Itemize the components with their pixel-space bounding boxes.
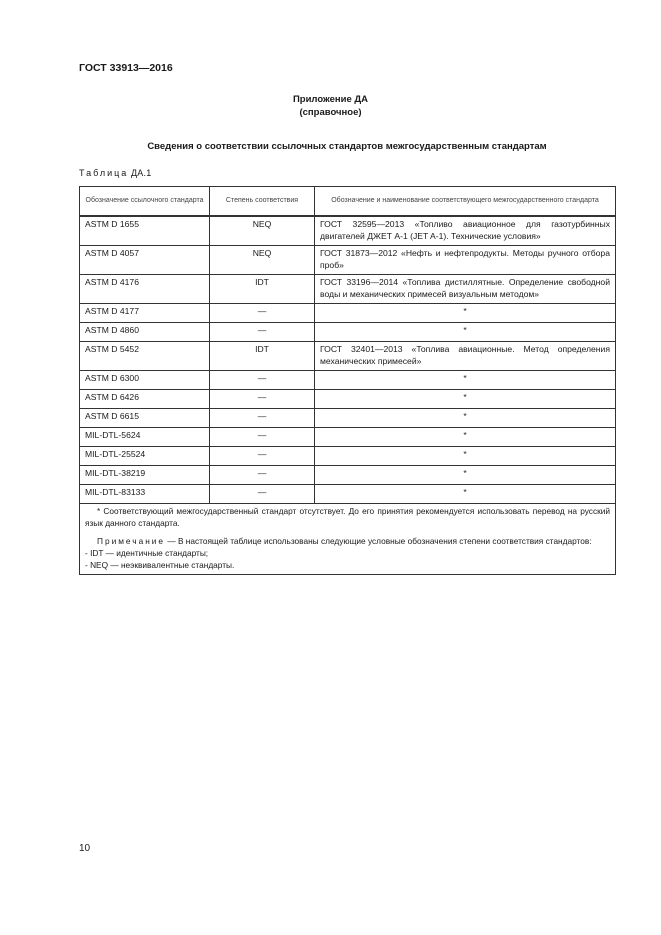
name-cell: ГОСТ 32595—2013 «Топливо авиационное для газотурбинных двигателей ДЖЕТ А-1 (JET A-1). Технические условия» xyxy=(315,216,616,246)
degree-cell: — xyxy=(210,409,315,428)
name-cell: ГОСТ 33196—2014 «Топлива дистиллятные. Определение свободной воды и механических примесей визуальным методом» xyxy=(315,275,616,304)
table-footer-cell xyxy=(80,504,616,575)
note xyxy=(85,535,610,547)
name-cell: * xyxy=(315,304,616,323)
name-cell: * xyxy=(315,323,616,342)
page-number: 10 xyxy=(79,843,91,854)
note-text: — В настоящей таблице использованы следующие условные обозначения степени соответствия стандартов: xyxy=(165,536,592,546)
table-caption-word: Таблица xyxy=(79,168,129,178)
table-caption-number: ДА.1 xyxy=(131,168,152,178)
standard-cell: ASTM D 6615 xyxy=(80,409,210,428)
table-row xyxy=(80,390,616,409)
standard-cell: MIL-DTL-83133 xyxy=(80,485,210,504)
degree-cell: — xyxy=(210,447,315,466)
degree-cell: — xyxy=(210,323,315,342)
name-cell: * xyxy=(315,409,616,428)
document-code: ГОСТ 33913—2016 xyxy=(79,62,173,74)
table-row xyxy=(80,447,616,466)
name-cell: * xyxy=(315,485,616,504)
column-header-standard: Обозначение ссылочного стандарта xyxy=(80,187,210,217)
standard-cell: ASTM D 4057 xyxy=(80,246,210,275)
table-row xyxy=(80,371,616,390)
name-cell: * xyxy=(315,390,616,409)
standard-cell: ASTM D 6426 xyxy=(80,390,210,409)
standards-table xyxy=(79,186,616,575)
table-header-row xyxy=(80,187,616,217)
column-header-name: Обозначение и наименование соответствующего межгосударственного стандарта xyxy=(315,187,616,217)
name-cell: ГОСТ 32401—2013 «Топлива авиационные. Метод определения механических примесей» xyxy=(315,342,616,371)
appendix-subtitle: (справочное) xyxy=(299,107,362,118)
standard-cell: ASTM D 5452 xyxy=(80,342,210,371)
table-caption xyxy=(79,168,151,178)
footnote: * Соответствующий межгосударственный стандарт отсутствует. До его принятия рекомендуется использовать перевод на русский язык данного стандарта. xyxy=(85,506,610,528)
name-cell: * xyxy=(315,466,616,485)
degree-cell: — xyxy=(210,428,315,447)
name-cell: * xyxy=(315,447,616,466)
table-footer-row xyxy=(80,504,616,575)
degree-cell: NEQ xyxy=(210,216,315,246)
name-cell: * xyxy=(315,371,616,390)
table-row xyxy=(80,409,616,428)
standard-cell: ASTM D 4176 xyxy=(80,275,210,304)
degree-cell: — xyxy=(210,390,315,409)
column-header-degree: Степень соответствия xyxy=(210,187,315,217)
degree-cell: — xyxy=(210,304,315,323)
name-cell: * xyxy=(315,428,616,447)
note-item-idt: - IDT — идентичные стандарты; xyxy=(85,548,209,558)
standard-cell: ASTM D 4860 xyxy=(80,323,210,342)
table-row xyxy=(80,485,616,504)
degree-cell: IDT xyxy=(210,342,315,371)
table-row xyxy=(80,466,616,485)
table-row xyxy=(80,275,616,304)
table-row xyxy=(80,428,616,447)
appendix-header xyxy=(0,93,661,119)
table-row xyxy=(80,342,616,371)
degree-cell: IDT xyxy=(210,275,315,304)
standard-cell: ASTM D 1655 xyxy=(80,216,210,246)
degree-cell: — xyxy=(210,466,315,485)
degree-cell: NEQ xyxy=(210,246,315,275)
note-item-neq: - NEQ — неэквивалентные стандарты. xyxy=(85,560,235,570)
table-row xyxy=(80,246,616,275)
table-row xyxy=(80,304,616,323)
standard-cell: MIL-DTL-5624 xyxy=(80,428,210,447)
table-row xyxy=(80,216,616,246)
appendix-title: Приложение ДА xyxy=(292,94,369,105)
degree-cell: — xyxy=(210,371,315,390)
standard-cell: MIL-DTL-25524 xyxy=(80,447,210,466)
standard-cell: ASTM D 6300 xyxy=(80,371,210,390)
note-label: Примечание xyxy=(97,536,166,546)
standard-cell: ASTM D 4177 xyxy=(80,304,210,323)
degree-cell: — xyxy=(210,485,315,504)
table-row xyxy=(80,323,616,342)
section-heading: Сведения о соответствии ссылочных стандартов межгосударственным стандартам xyxy=(147,141,547,152)
name-cell: ГОСТ 31873—2012 «Нефть и нефтепродукты. Методы ручного отбора проб» xyxy=(315,246,616,275)
standard-cell: MIL-DTL-38219 xyxy=(80,466,210,485)
